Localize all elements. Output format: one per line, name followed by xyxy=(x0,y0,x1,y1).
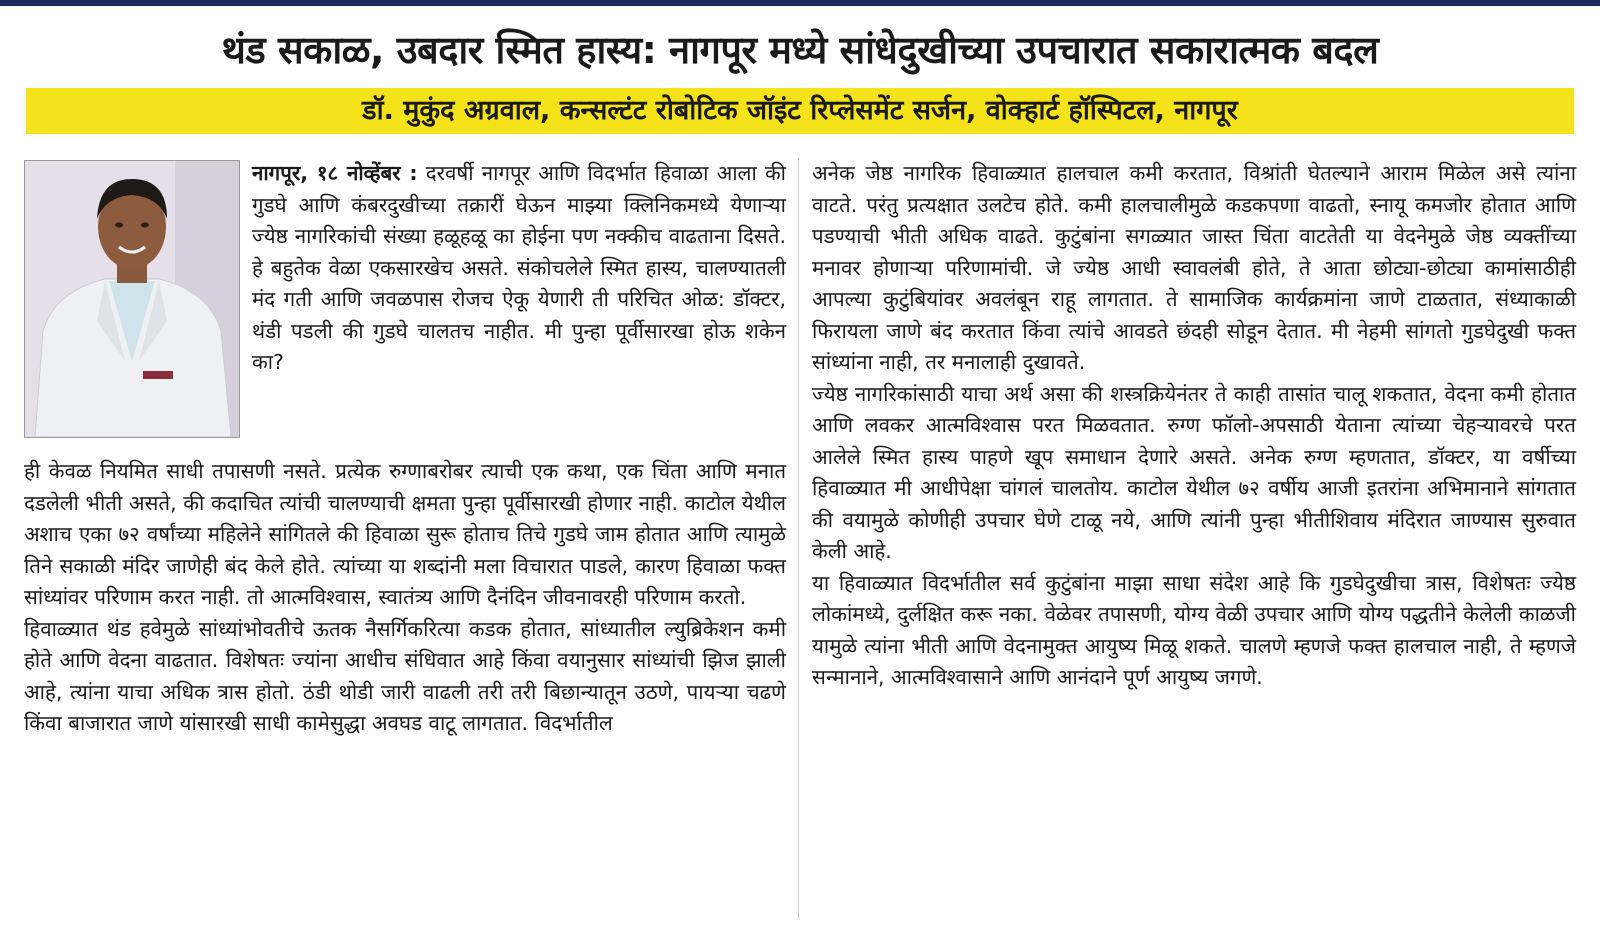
paragraph-4: अनेक जेष्ठ नागरिक हिवाळ्यात हालचाल कमी करतात, विश्रांती घेतल्याने आराम मिळेल असे त्यांना वाटते. परंतु प्रत्यक्षात उलटेच होते. कमी हालचालीमुळे कडकपणा वाढतो, स्नायू कमजोर होतात आणि पडण्याची भीती अधिक वाढते. कुटुंबांना सगळ्यात जास्त चिंता वाटतेती या वेदनेमुळे जेष्ठ व्यक्तींच्या मनावर होणाऱ्या परिणामांची. जे ज्येष्ठ आधी स्वावलंबी होते, ते आता छोट्या-छोट्या कामांसाठीही आपल्या कुटुंबियांवर अवलंबून राहू लागतात. ते सामाजिक कार्यक्रमांना जाणे टाळतात, संध्याकाळी फिरायला जाणे बंद करतात किंवा त्यांचे आवडते छंदही सोडून देतात. मी नेहमी सांगतो गुडघेदुखी फक्त सांध्यांना नाही, तर मनालाही दुखावते. xyxy=(812,161,1576,374)
paragraph-6: या हिवाळ्यात विदर्भातील सर्व कुटुंबांना माझा साधा संदेश आहे कि गुडघेदुखीचा त्रास, विशेषतः ज्येष्ठ लोकांमध्ये, दुर्लक्षित करू नका. वेळेवर तपासणी, योग्य वेळी उपचार आणि योग्य पद्धतीने केलेली काळजी यामुळे त्यांना भीती आणि वेदनामुक्त आयुष्य मिळू शकते. चालणे म्हणजे फक्त हालचाल नाही, ते म्हणजे सन्मानाने, आत्मविश्वासाने आणि आनंदाने पूर्ण आयुष्य जगणे. xyxy=(812,570,1576,689)
article-intro xyxy=(252,158,786,448)
paragraph-5: ज्येष्ठ नागरिकांसाठी याचा अर्थ असा की शस्त्रक्रियेनंतर ते काही तासांत चालू शकतात, वेदना कमी होतात आणि लवकर आत्मविश्वास परत मिळवतात. रुग्ण फॉलो-अपसाठी येताना त्यांच्या चेहऱ्यावरचे परत आलेले स्मित हास्य पाहणे खूप समाधान देणारे असते. अनेक रुग्ण म्हणतात, डॉक्टर, या वर्षीच्या हिवाळ्यात मी आधीपेक्षा चांगलं चालतोय. काटोल येथील ७२ वर्षीय आजी इतरांना अभिमानाने सांगतात की वयामुळे कोणीही उपचार घेणे टाळू नये, आणि त्यांनी पुन्हा भीतीशिवाय मंदिरात जाण्यास सुरुवात केली आहे. xyxy=(812,381,1576,563)
portrait-graphic xyxy=(25,161,239,437)
dateline: नागपूर, १८ नोव्हेंबर : xyxy=(252,161,418,185)
paragraph-1: दरवर्षी नागपूर आणि विदर्भात हिवाळा आला की गुडघे आणि कंबरदुखीच्या तक्रारीं घेऊन माझ्या क्लिनिकमध्ये येणाऱ्या ज्येष्ठ नागरिकांची संख्या हळूहळू का होईना पण नक्कीच वाढताना दिसते. हे बहुतेक वेळा एकसारखेच असते. संकोचलेले स्मित हास्य, चालण्यातली मंद गती आणि जवळपास रोजच ऐकू येणारी ती परिचित ओळ: डॉक्टर, थंडी पडली की गुडघे चालतच नाहीत. मी पुन्हा पूर्वीसारखा होऊ शकेन का? xyxy=(252,161,786,374)
paragraph-3: हिवाळ्यात थंड हवेमुळे सांध्यांभोवतीचे ऊतक नैसर्गिकरित्या कडक होतात, सांध्यातील ल्युब्रिकेशन कमी होते आणि वेदना वाढतात. विशेषतः ज्यांना आधीच संधिवात आहे किंवा वयानुसार सांध्यांची झिज झाली आहे, त्यांना याचा अधिक त्रास होतो. ठंडी थोडी जारी वाढली तरी तरी बिछान्यातून उठणे, पायऱ्या चढणे किंवा बाजारात जाणे यांसारखी साधी कामेसुद्धा अवघड वाटू लागतात. विदर्भातील xyxy=(24,616,786,735)
paragraph-2: ही केवळ नियमित साधी तपासणी नसते. प्रत्येक रुग्णाबरोबर त्याची एक कथा, एक चिंता आणि मनात दडलेली भीती असते, की कदाचित त्यांची चालण्याची क्षमता पुन्हा पूर्वीसारखी होणार नाही. काटोल येथील अशाच एका ७२ वर्षांच्या महिलेने सांगितले की हिवाळा सुरू होताच तिचे गुडघे जाम होतात आणि त्यामुळे तिने सकाळी मंदिर जाणेही बंद केले होते. त्यांच्या या शब्दांनी मला विचारात पाडले, कारण हिवाळा फक्त सांध्यांवर परिणाम करत नाही. तो आत्मविश्वास, स्वातंत्र्य आणि दैनंदिन जीवनावरही परिणाम करतो. xyxy=(24,459,786,609)
doctor-portrait-icon xyxy=(24,160,240,438)
intro-paragraph xyxy=(252,158,786,379)
byline: डॉ. मुकुंद अग्रवाल, कन्सल्टंट रोबोटिक जॉइंट रिप्लेसमेंट सर्जन, वोक्हार्ट हॉस्पिटल, नागपूर xyxy=(26,88,1574,134)
article-right-column xyxy=(812,158,1576,918)
column-divider xyxy=(798,158,799,918)
headline: थंड सकाळ, उबदार स्मित हास्य: नागपूर मध्ये सांधेदुखीच्या उपचारात सकारात्मक बदल xyxy=(221,28,1379,72)
top-border xyxy=(0,0,1600,6)
article-left-column xyxy=(24,456,786,916)
